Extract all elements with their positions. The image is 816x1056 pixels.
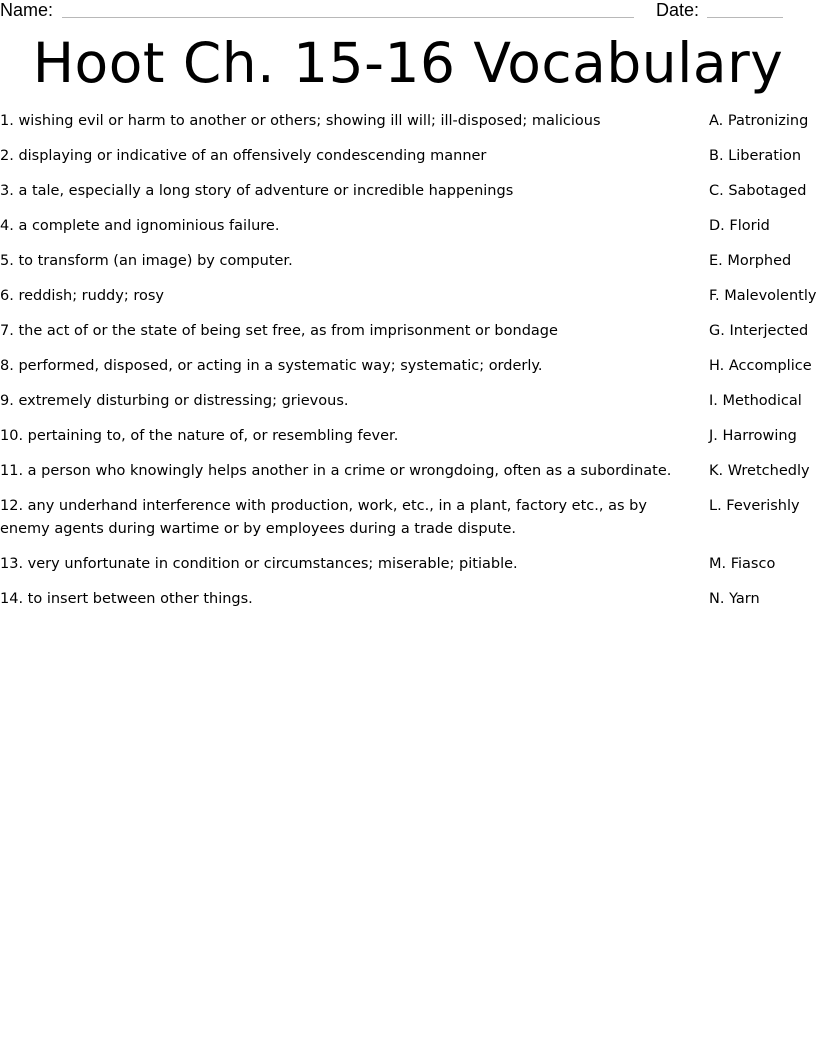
list-item (0, 250, 816, 273)
answer-choice: E. Morphed (709, 253, 792, 269)
list-item (0, 588, 816, 611)
list-item (0, 285, 816, 308)
clue-text: 6. reddish; ruddy; rosy (0, 288, 164, 304)
name-label: Name: (0, 0, 54, 20)
list-item (0, 145, 816, 168)
matching-list (0, 110, 816, 623)
answer-choice: N. Yarn (709, 591, 760, 607)
answer-choice: B. Liberation (709, 148, 802, 164)
name-blank-line (62, 17, 634, 18)
clue-text: 14. to insert between other things. (0, 591, 253, 607)
clue-text: 2. displaying or indicative of an offensively condescending manner (0, 148, 487, 164)
list-item (0, 495, 816, 541)
clue-text: 4. a complete and ignominious failure. (0, 218, 280, 234)
list-item (0, 180, 816, 203)
answer-choice: K. Wretchedly (709, 463, 810, 479)
clue-text: 10. pertaining to, of the nature of, or resembling fever. (0, 428, 399, 444)
list-item (0, 553, 816, 576)
answer-choice: G. Interjected (709, 323, 809, 339)
clue-text: 1. wishing evil or harm to another or others; showing ill will; ill-disposed; malicious (0, 113, 601, 129)
date-blank-line (707, 17, 783, 18)
answer-choice: J. Harrowing (709, 428, 797, 444)
list-item (0, 460, 816, 483)
clue-text: 12. any underhand interference with production, work, etc., in a plant, factory etc., as by enemy agents during wartime or by employees during a trade dispute. (0, 498, 647, 537)
page-title: Hoot Ch. 15-16 Vocabulary (32, 31, 784, 95)
answer-choice: A. Patronizing (709, 113, 809, 129)
clue-text: 11. a person who knowingly helps another in a crime or wrongdoing, often as a subordinate. (0, 463, 672, 479)
list-item (0, 425, 816, 448)
list-item (0, 215, 816, 238)
clue-text: 8. performed, disposed, or acting in a systematic way; systematic; orderly. (0, 358, 543, 374)
clue-text: 3. a tale, especially a long story of adventure or incredible happenings (0, 183, 514, 199)
list-item (0, 355, 816, 378)
answer-choice: H. Accomplice (709, 358, 812, 374)
answer-choice: C. Sabotaged (709, 183, 807, 199)
list-item (0, 390, 816, 413)
list-item (0, 110, 816, 133)
list-item (0, 320, 816, 343)
worksheet-header (0, 0, 816, 24)
clue-text: 13. very unfortunate in condition or circumstances; miserable; pitiable. (0, 556, 518, 572)
answer-choice: I. Methodical (709, 393, 802, 409)
answer-choice: F. Malevolently (709, 288, 816, 304)
date-label: Date: (656, 0, 700, 20)
clue-text: 7. the act of or the state of being set free, as from imprisonment or bondage (0, 323, 558, 339)
answer-choice: M. Fiasco (709, 556, 776, 572)
answer-choice: L. Feverishly (709, 498, 800, 514)
clue-text: 9. extremely disturbing or distressing; grievous. (0, 393, 349, 409)
clue-text: 5. to transform (an image) by computer. (0, 253, 293, 269)
answer-choice: D. Florid (709, 218, 770, 234)
